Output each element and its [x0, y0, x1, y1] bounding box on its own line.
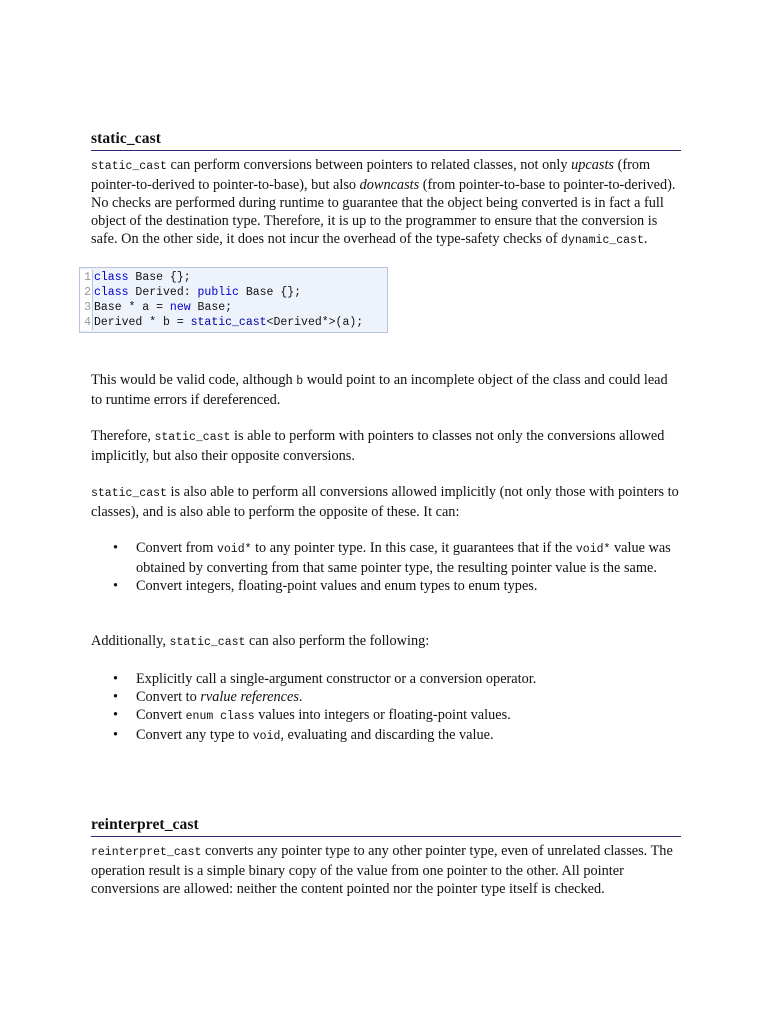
paragraph-text: can perform conversions between pointers to related classes, not only	[166, 157, 572, 173]
line-number: 4	[80, 315, 93, 330]
list-item-text: to any pointer type. In this case, it guarantees that if the	[251, 540, 576, 556]
code-text: Base {};	[128, 271, 191, 284]
paragraph-static-cast-intro	[91, 156, 681, 250]
code-keyword: class	[94, 271, 129, 284]
paragraph-additionally	[91, 632, 681, 652]
section-heading-static-cast: static_cast	[91, 130, 681, 151]
list-item-text: Convert	[136, 707, 186, 723]
inline-code: static_cast	[91, 487, 167, 500]
code-keyword: class	[94, 286, 129, 299]
list-item-text: values into integers or floating-point values.	[254, 707, 511, 723]
bullet-list-additionally	[91, 670, 681, 746]
inline-code: void	[252, 730, 281, 743]
list-item-text: Convert from	[136, 540, 217, 556]
line-number: 1	[80, 270, 93, 285]
line-number: 2	[80, 285, 93, 300]
paragraph-text: (from pointer-to-derived to pointer-to-base), but also	[91, 157, 651, 193]
code-keyword: public	[197, 286, 239, 299]
list-item-text: Convert integers, floating-point values and enum types to enum types.	[136, 578, 538, 594]
paragraph-text: Additionally,	[91, 633, 170, 649]
paragraph-therefore	[91, 427, 681, 465]
code-line	[80, 315, 387, 330]
line-number: 3	[80, 300, 93, 315]
paragraph-text: can also perform the following:	[245, 633, 430, 649]
inline-code: void*	[575, 543, 611, 556]
list-item	[91, 577, 681, 595]
paragraph-text: would point to an incomplete object of the class and could lead to runtime errors if dereferenced.	[91, 372, 668, 408]
code-line	[80, 285, 387, 300]
code-keyword: new	[169, 301, 191, 314]
code-text: <Derived*>(a);	[266, 316, 364, 329]
inline-code: dynamic_cast	[561, 234, 644, 247]
code-example-box	[79, 267, 388, 333]
code-text: Derived:	[128, 286, 198, 299]
inline-code: static_cast	[154, 431, 231, 444]
list-item-text: Convert to	[136, 689, 201, 705]
inline-code: reinterpret_cast	[91, 846, 202, 859]
inline-code: enum class	[185, 710, 255, 723]
bullet-icon: •	[113, 727, 119, 743]
bullet-list-can	[91, 539, 681, 595]
list-item	[91, 670, 681, 688]
paragraph-text: This would be valid code, although	[91, 372, 297, 388]
inline-code: b	[296, 375, 304, 388]
paragraph-text: converts any pointer type to any other pointer type, even of unrelated classes. The operation result is a simple binary copy of the value from one pointer to the other. All pointer conversions are allowed: neither the content pointed nor the pointer type itself is checked.	[91, 843, 673, 897]
list-item	[91, 539, 681, 577]
paragraph-text: is able to perform with pointers to classes not only the conversions allowed implicitly, but also their opposite conversions.	[91, 428, 665, 464]
paragraph-text: is also able to perform all conversions allowed implicitly (not only those with pointers to classes), and is also able to perform the opposite of these. It can:	[91, 484, 679, 520]
paragraph-text: Therefore,	[91, 428, 155, 444]
paragraph-implicit-conversions	[91, 483, 681, 521]
bullet-icon: •	[113, 689, 119, 705]
list-item-text: value was obtained by converting from that same pointer type, the resulting pointer value is the same.	[136, 540, 671, 576]
paragraph-text: .	[643, 231, 648, 247]
list-item-text: .	[298, 689, 303, 705]
list-item-text: Explicitly call a single-argument constructor or a conversion operator.	[136, 671, 537, 687]
inline-code: static_cast	[91, 160, 167, 173]
bullet-icon: •	[113, 671, 119, 687]
code-line	[80, 300, 387, 315]
paragraph-valid-code	[91, 371, 681, 409]
emphasis-rvalue-references: rvalue references	[200, 689, 299, 705]
inline-code: static_cast	[169, 636, 246, 649]
code-text: Base;	[190, 301, 233, 314]
list-item-text: Convert any type to	[136, 727, 253, 743]
code-keyword: static_cast	[190, 316, 267, 329]
paragraph-reinterpret-cast-intro	[91, 842, 681, 898]
paragraph-text: (from pointer-to-base to pointer-to-derived). No checks are performed during runtime to guarantee that the object being converted is in fact a full object of the destination type. Therefore, it is up to the programmer to ensure that the conversion is safe. On the other side, it does not incur the overhead of the type-safety checks of	[91, 177, 676, 247]
code-text: Derived * b =	[94, 316, 191, 329]
list-item-text: , evaluating and discarding the value.	[280, 727, 494, 743]
list-item	[91, 706, 681, 726]
inline-code: void*	[217, 543, 252, 556]
bullet-icon: •	[113, 707, 119, 723]
emphasis-downcasts: downcasts	[359, 177, 420, 193]
code-line	[80, 270, 387, 285]
emphasis-upcasts: upcasts	[571, 157, 614, 173]
bullet-icon: •	[113, 540, 119, 556]
list-item	[91, 688, 681, 706]
section-heading-reinterpret-cast: reinterpret_cast	[91, 816, 681, 837]
code-text: Base * a =	[94, 301, 170, 314]
list-item	[91, 726, 681, 746]
document-content	[84, 130, 681, 898]
code-text: Base {};	[238, 286, 302, 299]
bullet-icon: •	[113, 578, 119, 594]
